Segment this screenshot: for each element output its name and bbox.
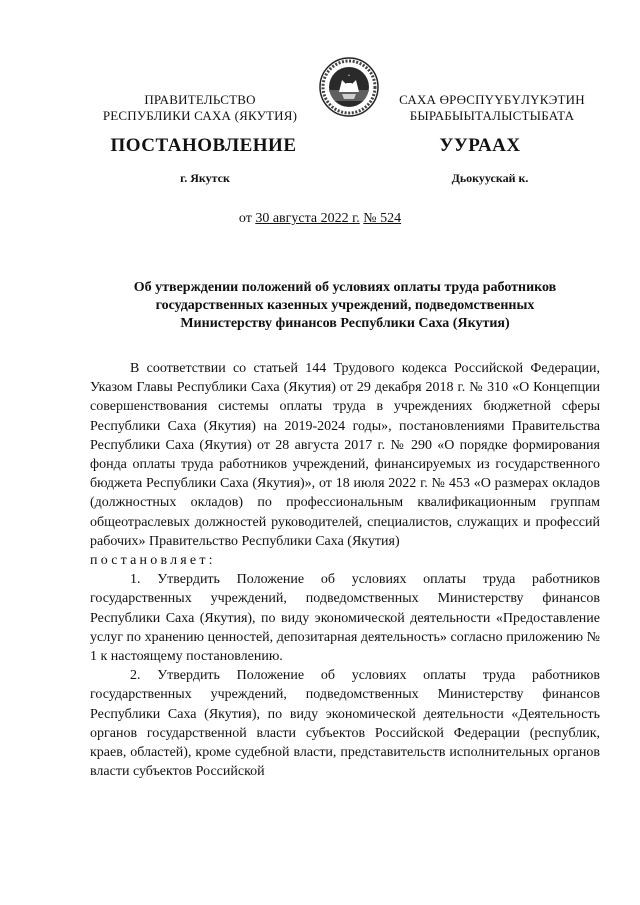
doc-number: № 524 — [363, 211, 402, 226]
title-line3: Министерству финансов Республики Саха (Якутия) — [180, 316, 510, 331]
date-value: 30 августа 2022 г. — [255, 211, 360, 226]
title-line1: Об утверждении положений об условиях оплаты труда работников — [133, 280, 557, 295]
header-left-line2: РЕСПУБЛИКИ САХА (ЯКУТИЯ) — [102, 108, 298, 123]
header-right-line1: САХА ӨРӨСПҮҮБҮЛҮКЭТИН — [399, 92, 585, 107]
header-left — [100, 92, 300, 124]
header-right-line2: БЫРАБЫЫТАЛЫСТЫБАТА — [409, 108, 575, 123]
body-paragraph-2: 1. Утвердить Положение об условиях оплаты труда работников государственных учреждений, подведомственных Министерству финансов Республики Саха (Якутия), по виду экономической деятельности «Предоставление услуг по хранению ценностей, депозитарная деятельность» согласно приложению № 1 к настоящему постановлению. — [90, 572, 600, 665]
body-paragraph-1: В соответствии со статьей 144 Трудового кодекса Российской Федерации, Указом Главы Республики Саха (Якутия) от 29 декабря 2018 г. № 310 «О Концепции совершенствования системы оплаты труда в учреждениях бюджетной сферы Республики Саха (Якутия) на 2019-2024 годы», постановлениями Правительства Республики Саха (Якутия) от 28 августа 2017 г. № 290 «О порядке формирования фонда оплаты труда работников учреждений, финансируемых из государственного бюджета Республики Саха (Якутия)», от 18 июля 2022 г. № 453 «О размерах окладов (должностных окладов) по профессиональным квалификационным группам общеотраслевых должностей руководителей, специалистов, служащих и профессий рабочих» Правительство Республики Саха (Якутия) — [90, 361, 600, 549]
document-title — [90, 279, 600, 333]
date-prefix: от — [238, 211, 256, 226]
doc-type-left: ПОСТАНОВЛЕНИЕ — [110, 135, 297, 156]
document-body — [90, 359, 600, 781]
body-paragraph-3: 2. Утвердить Положение об условиях оплаты труда работников государственных учреждений, подведомственных Министерству финансов Республики Саха (Якутия), по виду экономической деятельности «Деятельность органов государственной власти субъектов Российской Федерации (республик, краев, областей), кроме судебной власти, представительств исполнительных органов власти субъектов Российской — [90, 668, 600, 780]
header-right — [382, 92, 602, 124]
doc-type-right: УУРААХ — [439, 135, 521, 156]
date-line — [0, 211, 640, 227]
coat-of-arms-emblem-icon — [318, 56, 380, 118]
decree-word: постановляет: — [90, 553, 216, 569]
city-right: Дьокуускай к. — [451, 171, 529, 185]
title-line2: государственных казенных учреждений, подведомственных — [155, 298, 535, 313]
header-left-line1: ПРАВИТЕЛЬСТВО — [144, 92, 256, 107]
city-left: г. Якутск — [180, 171, 230, 185]
